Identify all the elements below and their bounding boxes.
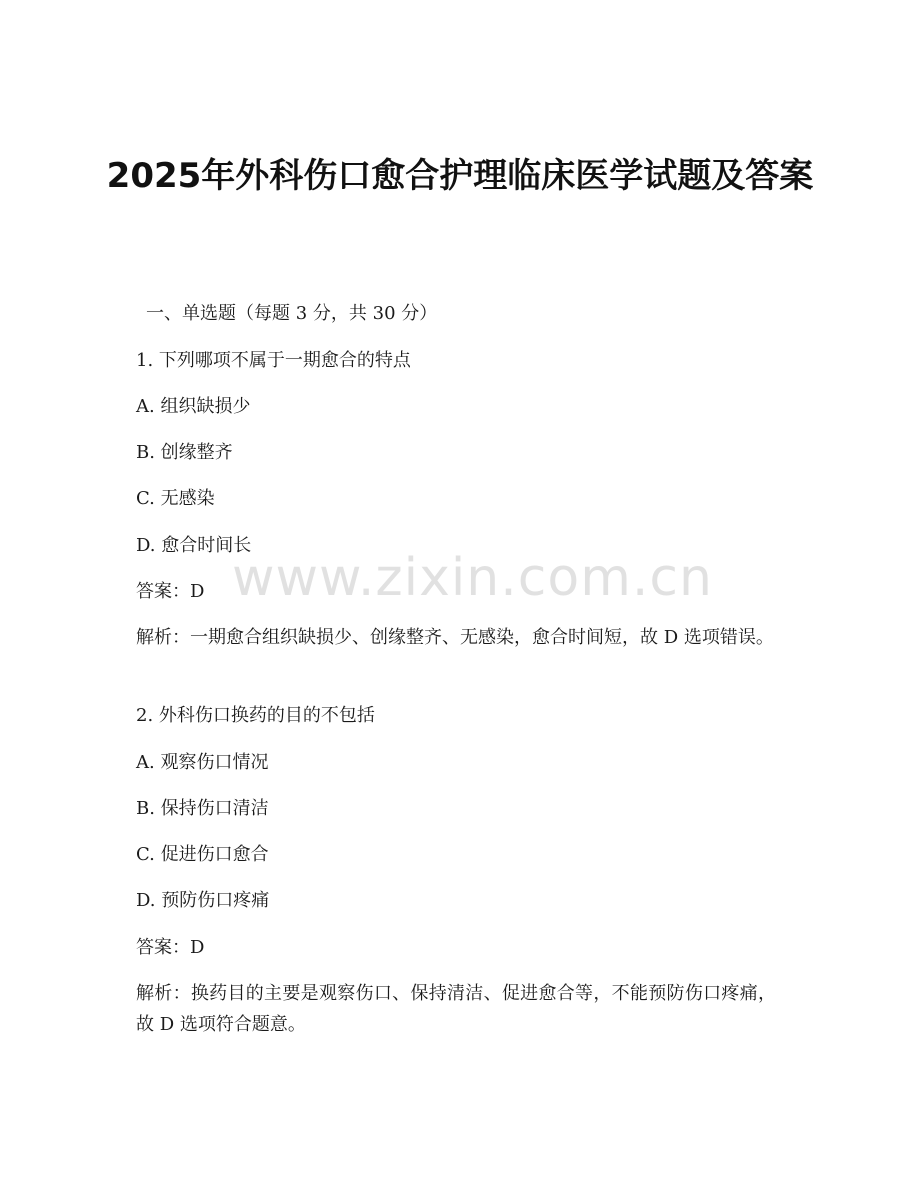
question-2-explanation: 解析：换药目的主要是观察伤口、保持清洁、促进愈合等，不能预防伤口疼痛，故 D 选项符合题意。: [136, 983, 776, 1035]
question-1-answer: 答案：D: [136, 581, 205, 602]
question-1-explanation: 解析：一期愈合组织缺损少、创缘整齐、无感染，愈合时间短，故 D 选项错误。: [136, 627, 774, 648]
question-1-option-b: B. 创缘整齐: [136, 442, 233, 463]
question-2-option-d: D. 预防伤口疼痛: [136, 890, 270, 911]
question-2-option-c: C. 促进伤口愈合: [136, 844, 269, 865]
question-1-stem: 1. 下列哪项不属于一期愈合的特点: [136, 350, 411, 371]
question-1-option-d: D. 愈合时间长: [136, 535, 252, 556]
question-2-option-a: A. 观察伤口情况: [136, 752, 269, 773]
question-1-option-a: A. 组织缺损少: [136, 396, 251, 417]
question-1-option-c: C. 无感染: [136, 488, 215, 509]
section-heading: 一、单选题（每题 3 分，共 30 分）: [146, 303, 438, 324]
question-2-stem: 2. 外科伤口换药的目的不包括: [136, 705, 375, 726]
document-title: 2025年外科伤口愈合护理临床医学试题及答案: [106, 156, 814, 196]
question-2-option-b: B. 保持伤口清洁: [136, 798, 269, 819]
watermark: www.zixin.com.cn: [232, 548, 713, 608]
question-2-answer: 答案：D: [136, 937, 205, 958]
